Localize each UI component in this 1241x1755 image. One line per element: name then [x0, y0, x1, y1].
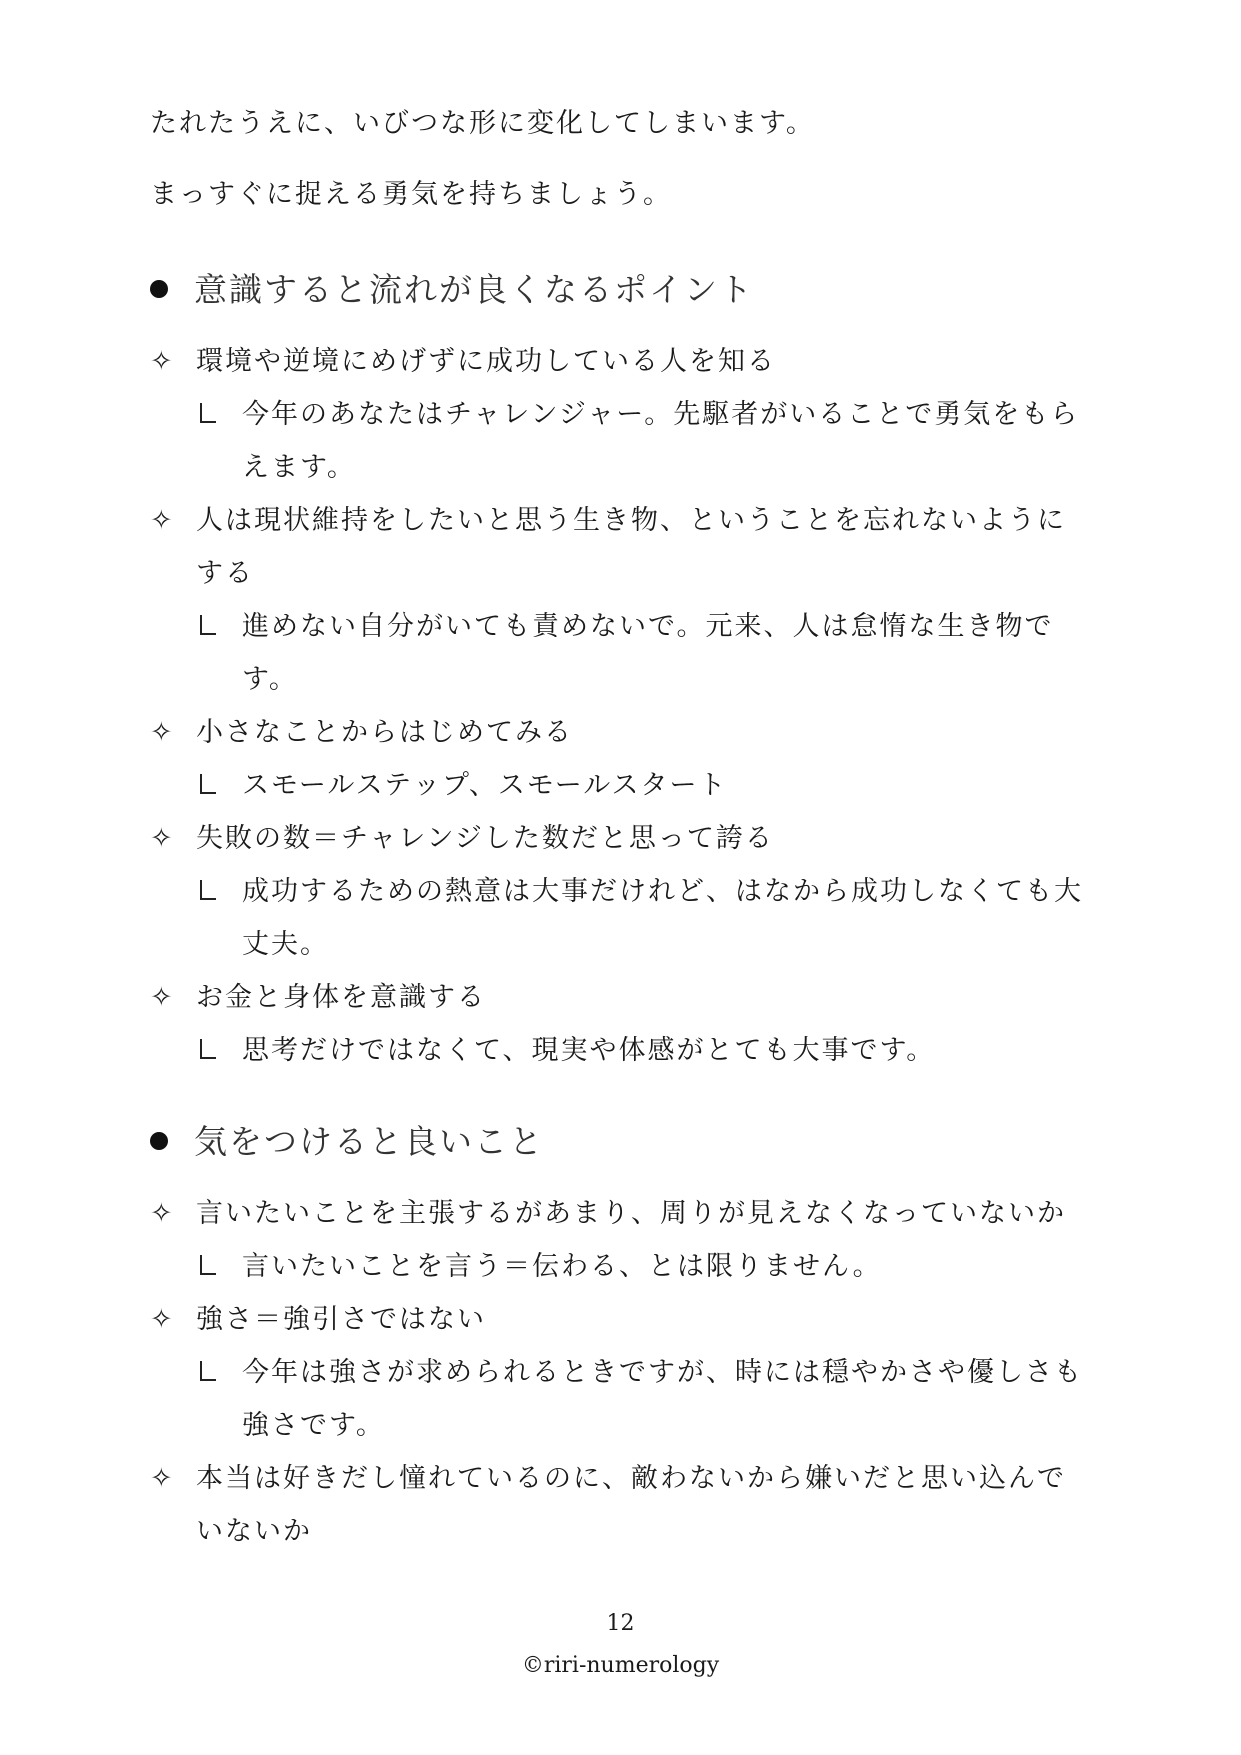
section-heading-1	[150, 270, 754, 310]
bullet-dot-icon	[150, 1132, 168, 1150]
section-heading-1-text: 意識すると流れが良くなるポイント	[194, 270, 754, 309]
diamond-bullet-icon: ✧	[150, 1304, 173, 1335]
note-text: えます。	[242, 452, 356, 483]
point-text: 人は現状維持をしたいと思う生き物、ということを忘れないように	[196, 505, 1066, 536]
corner-arrow-icon	[200, 880, 216, 900]
point-text: 環境や逆境にめげずに成功している人を知る	[196, 346, 776, 377]
diamond-bullet-icon: ✧	[150, 505, 173, 536]
point-text: する	[196, 558, 254, 589]
point-text: 強さ＝強引さではない	[196, 1304, 486, 1335]
corner-arrow-icon	[200, 615, 216, 635]
corner-arrow-icon	[200, 1039, 216, 1059]
point-text: 本当は好きだし憧れているのに、敵わないから嫌いだと思い込んで	[196, 1463, 1066, 1494]
page-number: 12	[606, 1611, 635, 1636]
diamond-bullet-icon: ✧	[150, 717, 173, 748]
point-text: いないか	[196, 1516, 312, 1547]
note-text: スモールステップ、スモールスタート	[242, 770, 728, 801]
diamond-bullet-icon: ✧	[150, 1463, 173, 1494]
diamond-bullet-icon: ✧	[150, 823, 173, 854]
diamond-bullet-icon: ✧	[150, 1198, 173, 1229]
note-text: 今年のあなたはチャレンジャー。先駆者がいることで勇気をもら	[242, 399, 1080, 430]
note-text: 思考だけではなくて、現実や体感がとても大事です。	[242, 1035, 936, 1066]
note-text: 言いたいことを言う＝伝わる、とは限りません。	[242, 1251, 882, 1282]
point-text: 言いたいことを主張するがあまり、周りが見えなくなっていないか	[196, 1198, 1066, 1229]
diamond-bullet-icon: ✧	[150, 982, 173, 1013]
note-text: 今年は強さが求められるときですが、時には穏やかさや優しさも	[242, 1357, 1083, 1388]
corner-arrow-icon	[200, 774, 216, 794]
intro-line-2: まっすぐに捉える勇気を持ちましょう。	[150, 179, 672, 210]
note-text: 丈夫。	[242, 929, 329, 960]
intro-line-1: たれたうえに、いびつな形に変化してしまいます。	[150, 108, 815, 139]
note-text: 進めない自分がいても責めないで。元来、人は怠惰な生き物で	[242, 611, 1054, 642]
corner-arrow-icon	[200, 403, 216, 423]
corner-arrow-icon	[200, 1361, 216, 1381]
bullet-dot-icon	[150, 280, 168, 298]
point-text: 小さなことからはじめてみる	[196, 717, 573, 748]
note-text: 強さです。	[242, 1410, 385, 1441]
note-text: す。	[242, 664, 298, 695]
diamond-bullet-icon: ✧	[150, 346, 173, 377]
copyright-text: ©riri-numerology	[521, 1653, 720, 1678]
section-heading-2	[150, 1122, 544, 1162]
section-heading-2-text: 気をつけると良いこと	[194, 1122, 544, 1161]
point-text: 失敗の数＝チャレンジした数だと思って誇る	[196, 823, 774, 854]
point-text: お金と身体を意識する	[196, 982, 486, 1013]
note-text: 成功するための熱意は大事だけれど、はなから成功しなくても大	[242, 876, 1083, 907]
corner-arrow-icon	[200, 1255, 216, 1275]
